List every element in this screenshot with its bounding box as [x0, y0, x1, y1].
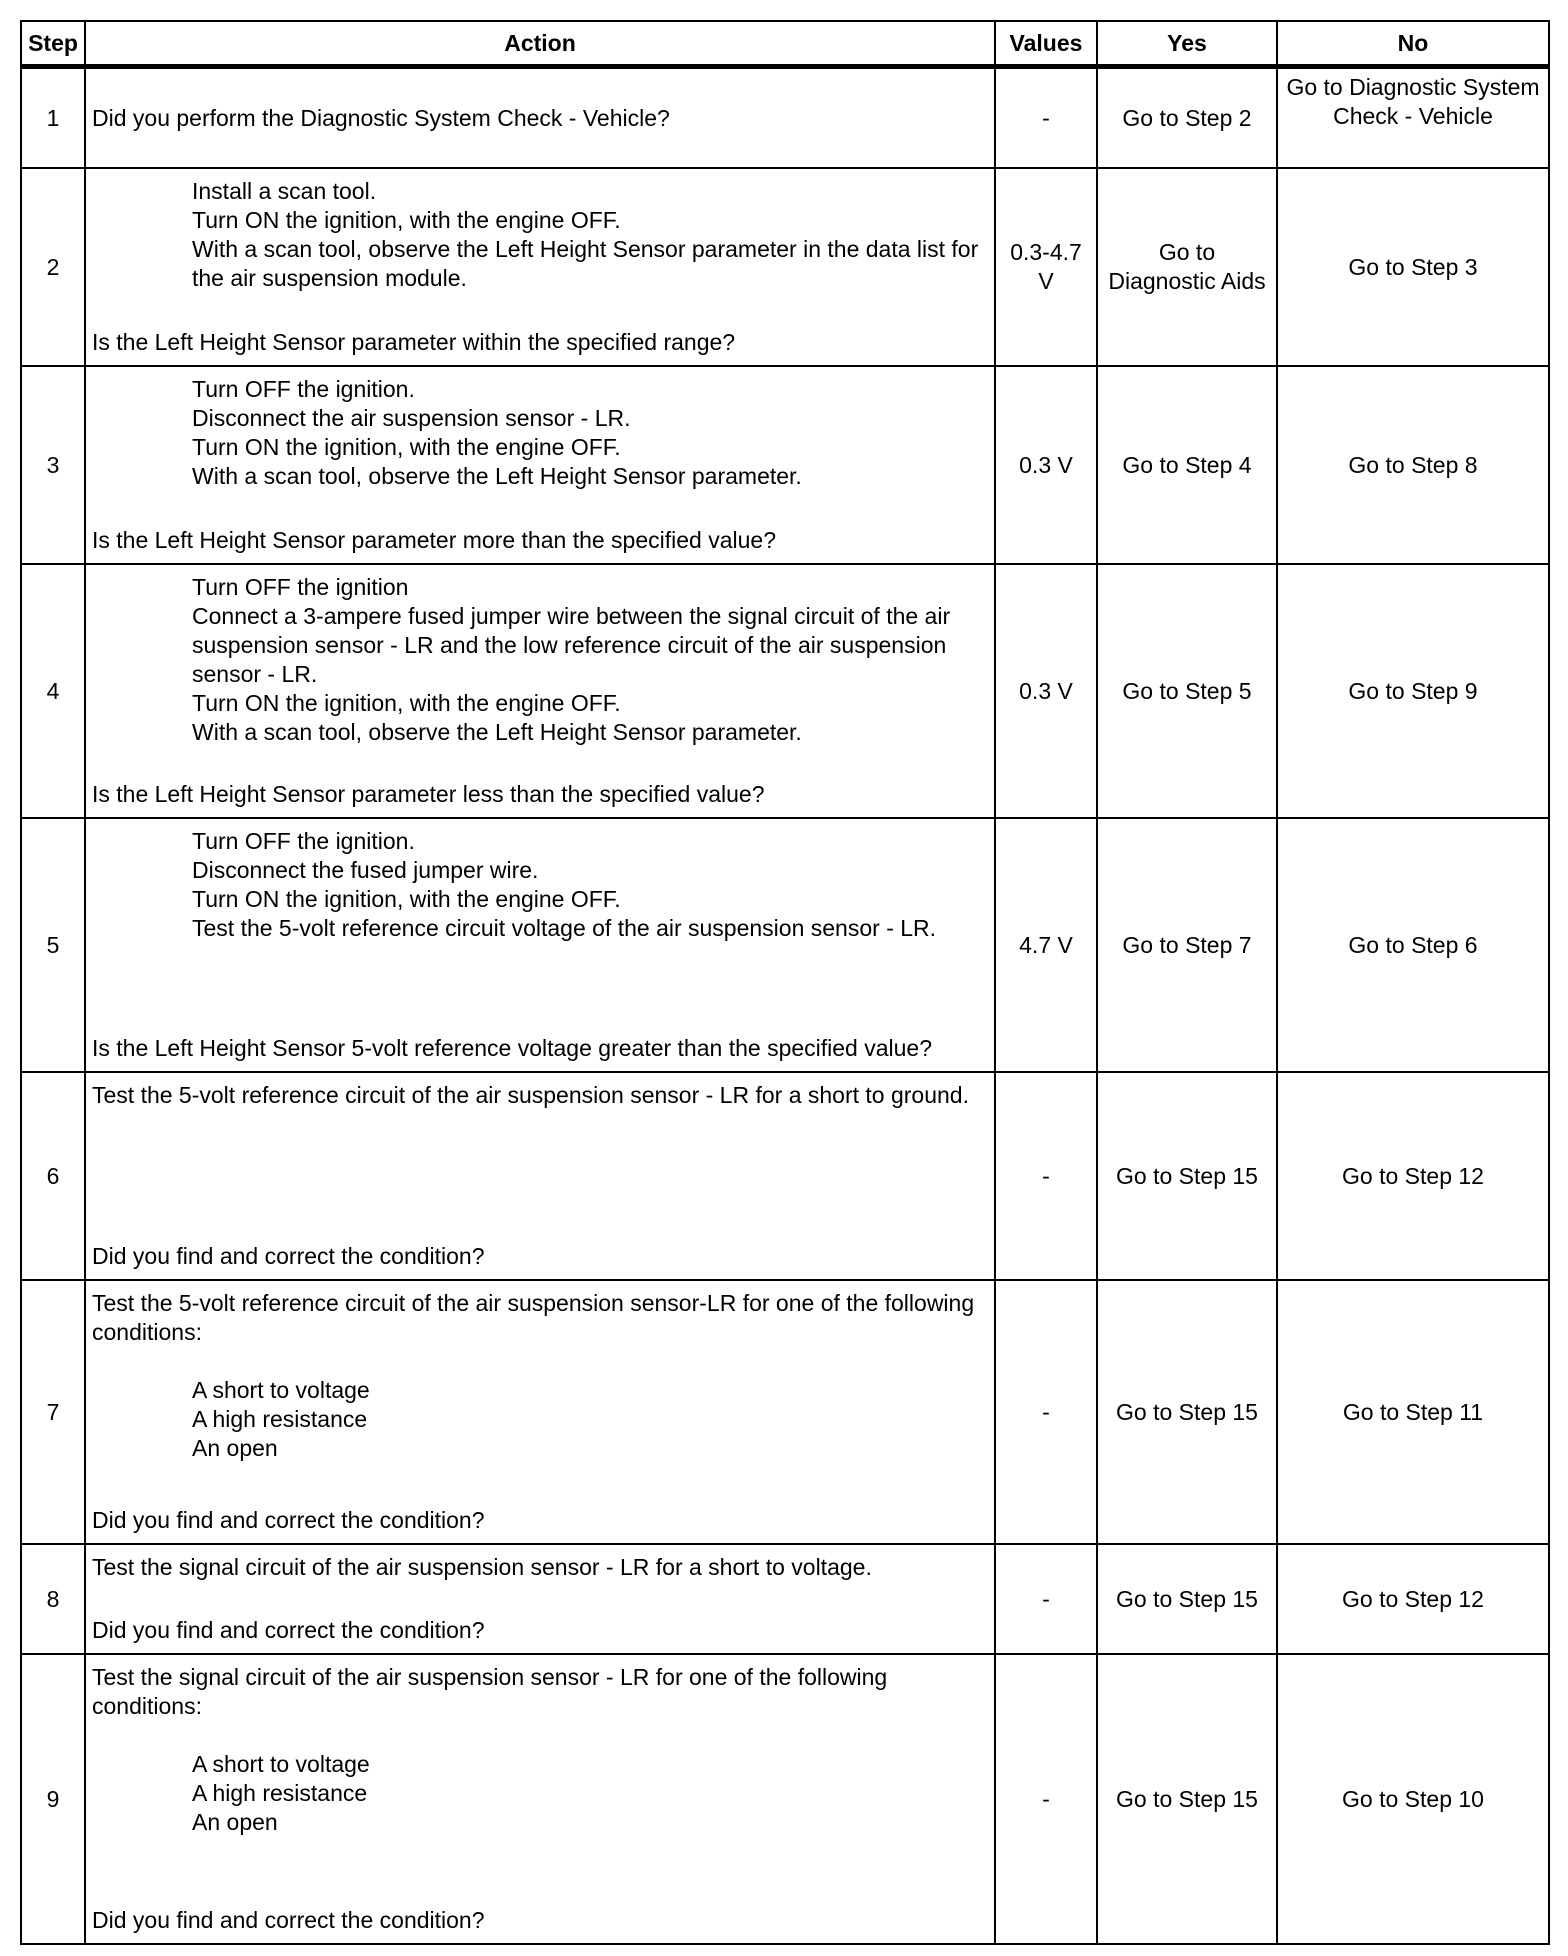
- value-cell: -: [995, 1544, 1097, 1654]
- instruction-text: Connect a 3-ampere fused jumper wire between the signal circuit of the air suspension sensor - LR and the low reference circuit of the air suspension sensor - LR.: [192, 603, 951, 687]
- no-cell: Go to Diagnostic System Check - Vehicle: [1277, 67, 1549, 169]
- table-row: [21, 1280, 1549, 1544]
- no-cell: Go to Step 8: [1277, 366, 1549, 564]
- instruction-text: Turn ON the ignition, with the engine OFF.: [192, 207, 621, 233]
- value-cell: -: [995, 67, 1097, 169]
- action-cell: [85, 1072, 995, 1280]
- header-no: No: [1277, 21, 1549, 67]
- instruction-text: With a scan tool, observe the Left Height Sensor parameter.: [192, 719, 802, 745]
- step-number: 5: [21, 818, 85, 1072]
- condition-text: A high resistance: [192, 1780, 368, 1806]
- value-cell: -: [995, 1280, 1097, 1544]
- value-cell: -: [995, 1072, 1097, 1280]
- instruction-text: Disconnect the fused jumper wire.: [192, 857, 539, 883]
- instruction-text: Turn ON the ignition, with the engine OFF.: [192, 886, 621, 912]
- value-cell: 4.7 V: [995, 818, 1097, 1072]
- instruction-text: Turn ON the ignition, with the engine OFF.: [192, 690, 621, 716]
- yes-cell: Go to Step 15: [1097, 1072, 1277, 1280]
- instruction-text: Turn OFF the ignition.: [192, 376, 415, 402]
- yes-cell: Go to Step 5: [1097, 564, 1277, 818]
- table-row: [21, 1654, 1549, 1944]
- step-number: 8: [21, 1544, 85, 1654]
- table-row: [21, 366, 1549, 564]
- table-row: [21, 818, 1549, 1072]
- step-number: 4: [21, 564, 85, 818]
- value-cell: 0.3 V: [995, 564, 1097, 818]
- table-row: [21, 564, 1549, 818]
- step-number: 1: [21, 67, 85, 169]
- instruction-text: Test the 5-volt reference circuit voltage of the air suspension sensor - LR.: [192, 915, 937, 941]
- yes-cell: Go to Step 2: [1097, 67, 1277, 169]
- instruction-text: With a scan tool, observe the Left Height Sensor parameter.: [192, 463, 802, 489]
- question-text: Did you find and correct the condition?: [92, 1507, 485, 1533]
- no-cell: Go to Step 10: [1277, 1654, 1549, 1944]
- question-text: Is the Left Height Sensor parameter less than the specified value?: [92, 781, 765, 807]
- no-cell: Go to Step 9: [1277, 564, 1549, 818]
- value-cell: -: [995, 1654, 1097, 1944]
- condition-text: An open: [192, 1809, 278, 1835]
- instruction-text: Install a scan tool.: [192, 178, 377, 204]
- yes-cell: Go to Step 7: [1097, 818, 1277, 1072]
- condition-text: A short to voltage: [192, 1377, 370, 1403]
- no-cell: Go to Step 3: [1277, 168, 1549, 366]
- question-text: Did you find and correct the condition?: [92, 1617, 485, 1643]
- action-cell: [85, 1280, 995, 1544]
- intro-text: Test the 5-volt reference circuit of the air suspension sensor - LR for a short to ground.: [92, 1082, 969, 1108]
- question-text: Is the Left Height Sensor parameter more than the specified value?: [92, 527, 777, 553]
- condition-text: An open: [192, 1435, 278, 1461]
- value-cell: 0.3 V: [995, 366, 1097, 564]
- header-step: Step: [21, 21, 85, 67]
- header-values: Values: [995, 21, 1097, 67]
- yes-cell: Go to Step 4: [1097, 366, 1277, 564]
- header-yes: Yes: [1097, 21, 1277, 67]
- step-number: 2: [21, 168, 85, 366]
- header-row: [21, 21, 1549, 67]
- diagnostic-table: [20, 20, 1550, 1945]
- yes-cell: Go to Step 15: [1097, 1280, 1277, 1544]
- step-number: 3: [21, 366, 85, 564]
- header-action: Action: [85, 21, 995, 67]
- table-row: [21, 67, 1549, 169]
- action-cell: [85, 1654, 995, 1944]
- action-cell: [85, 168, 995, 366]
- no-cell: Go to Step 12: [1277, 1544, 1549, 1654]
- condition-text: A short to voltage: [192, 1751, 370, 1777]
- step-number: 9: [21, 1654, 85, 1944]
- action-cell: [85, 818, 995, 1072]
- yes-cell: Go to Diagnostic Aids: [1097, 168, 1277, 366]
- no-cell: Go to Step 6: [1277, 818, 1549, 1072]
- yes-cell: Go to Step 15: [1097, 1544, 1277, 1654]
- question-text: Did you find and correct the condition?: [92, 1243, 485, 1269]
- table-row: [21, 1072, 1549, 1280]
- yes-cell: Go to Step 15: [1097, 1654, 1277, 1944]
- no-cell: Go to Step 11: [1277, 1280, 1549, 1544]
- instruction-text: Turn ON the ignition, with the engine OFF.: [192, 434, 621, 460]
- step-number: 7: [21, 1280, 85, 1544]
- instruction-text: Disconnect the air suspension sensor - LR.: [192, 405, 631, 431]
- step-number: 6: [21, 1072, 85, 1280]
- action-cell: [85, 366, 995, 564]
- question-text: Did you perform the Diagnostic System Check - Vehicle?: [92, 104, 670, 131]
- no-cell: Go to Step 12: [1277, 1072, 1549, 1280]
- action-cell: [85, 564, 995, 818]
- question-text: Did you find and correct the condition?: [92, 1907, 485, 1933]
- question-text: Is the Left Height Sensor parameter within the specified range?: [92, 329, 736, 355]
- table-row: [21, 1544, 1549, 1654]
- action-cell: [85, 67, 995, 169]
- table-row: [21, 168, 1549, 366]
- instruction-text: Turn OFF the ignition: [192, 574, 409, 600]
- intro-text: Test the signal circuit of the air suspension sensor - LR for one of the following conditions:: [92, 1664, 888, 1719]
- intro-text: Test the 5-volt reference circuit of the air suspension sensor-LR for one of the following conditions:: [92, 1290, 975, 1345]
- action-cell: [85, 1544, 995, 1654]
- instruction-text: With a scan tool, observe the Left Height Sensor parameter in the data list for the air suspension module.: [192, 236, 979, 291]
- intro-text: Test the signal circuit of the air suspension sensor - LR for a short to voltage.: [92, 1554, 872, 1580]
- instruction-text: Turn OFF the ignition.: [192, 828, 415, 854]
- question-text: Is the Left Height Sensor 5-volt reference voltage greater than the specified value?: [92, 1035, 933, 1061]
- value-cell: 0.3-4.7 V: [995, 168, 1097, 366]
- condition-text: A high resistance: [192, 1406, 368, 1432]
